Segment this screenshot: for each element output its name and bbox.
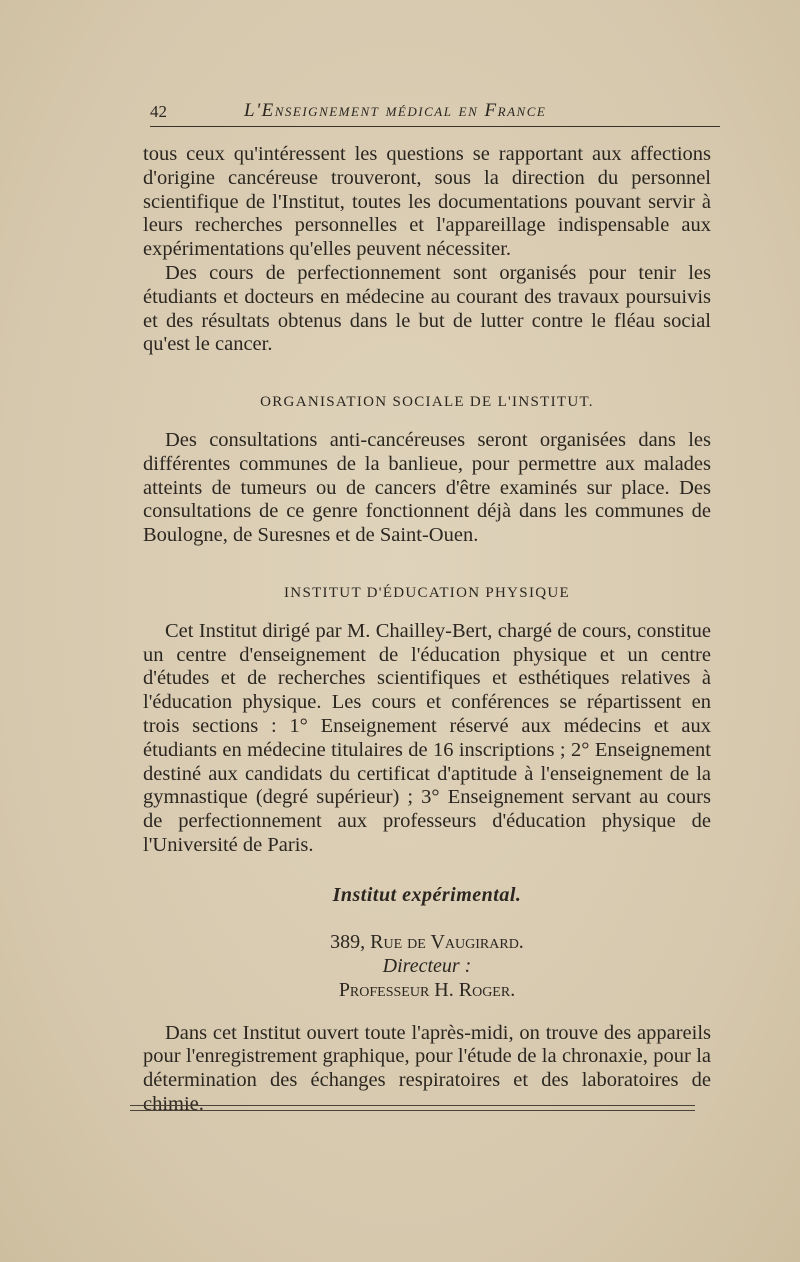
- body-text: [143, 143, 711, 1117]
- director-label: Directeur :: [382, 954, 472, 977]
- paragraph-continuation: tous ceux qu'intéressent les questions se rapportant aux affections d'origine cancéreuse trouveront, sous la direction du personnel scientifique de l'Institut, toutes les documentations pouvant servir à leurs recherches personnelles et l'appareillage indispensable aux expérimentations qu'elles peuvent nécessiter.: [143, 143, 711, 261]
- paragraph-courses: Des cours de perfectionnement sont organisés pour tenir les étudiants et docteurs en médecine au courant des travaux poursuivis et des résultats obtenus dans le but de lutter contre le fléau social qu'est le cancer.: [143, 261, 711, 356]
- paragraph-consultations: Des consultations anti-cancéreuses seront organisées dans les différentes communes de la banlieue, pour permettre aux malades atteints de tumeurs ou de cancers d'être examinés sur place. Des consultations de ce genre fonctionnent déjà dans les communes de Boulogne, de Suresnes et de Saint-Ouen.: [143, 428, 711, 547]
- running-title: L'Enseignement médical en France: [244, 100, 547, 121]
- paragraph-physical-education: Cet Institut dirigé par M. Chailley-Bert, chargé de cours, constitue un centre d'enseignement de l'éducation physique et un centre d'études et de recherches scientifiques et esthétiques relatives à l'éducation physique. Les cours et conférences se répartissent en trois sections : 1° Enseignement réservé aux médecins et aux étudiants en médecine titulaires de 16 inscriptions ; 2° Enseignement destiné aux candidats du certificat d'aptitude à l'enseignement de la gymnastique (degré supérieur) ; 3° Enseignement servant au cours de perfectionnement aux professeurs d'éducation physique de l'Université de Paris.: [143, 619, 711, 856]
- director-name: Professeur H. Roger.: [338, 978, 516, 1001]
- section-heading-social: ORGANISATION SOCIALE DE L'INSTITUT.: [260, 394, 594, 411]
- header-rule: [150, 126, 720, 127]
- paragraph-institute-description: Dans cet Institut ouvert toute l'après-midi, on trouve des appareils pour l'enregistrement graphique, pour l'étude de la chronaxie, pour la détermination des échanges respiratoires et des laboratoires de chimie.: [143, 1021, 711, 1115]
- institute-address: 389, Rue de Vaugirard.: [330, 930, 524, 953]
- footer-double-rule: [130, 1105, 695, 1111]
- section-heading-physical-education: INSTITUT D'ÉDUCATION PHYSIQUE: [284, 584, 570, 601]
- page-number: 42: [150, 102, 167, 121]
- institute-title: Institut expérimental.: [332, 883, 522, 906]
